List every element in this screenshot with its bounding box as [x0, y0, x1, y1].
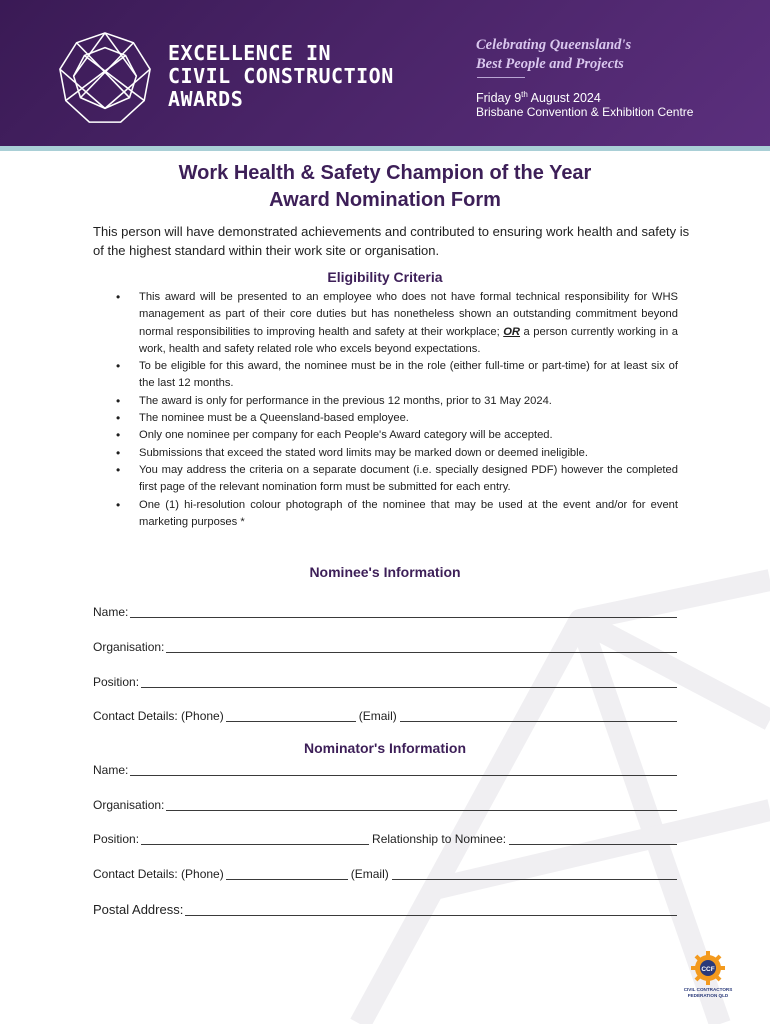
- tagline-divider: [477, 77, 525, 78]
- event-date-suffix: th: [521, 90, 528, 99]
- brand-line-1: EXCELLENCE IN: [168, 41, 332, 65]
- nominator-heading: Nominator's Information: [304, 740, 466, 756]
- eligibility-list: [114, 289, 678, 531]
- nominator-name-label: Name:: [93, 763, 129, 777]
- form-title: [0, 160, 770, 214]
- nominator-organisation-field[interactable]: [166, 799, 677, 811]
- nominator-email-label: (Email): [350, 867, 389, 881]
- gem-logo-icon: [56, 30, 154, 128]
- nominator-postal-row: [93, 902, 677, 918]
- nominee-name-field[interactable]: [130, 606, 677, 618]
- criteria-1-part-a: This award will be presented to an employee who does not have formal technical responsibility for WHS management as part of their core duties but has nonetheless shown an outstanding commitment beyond normal responsibilities to improving health and safety at their workplace;: [139, 291, 678, 338]
- list-item: [114, 289, 678, 358]
- nominator-name-row: [93, 762, 677, 778]
- nominee-heading: Nominee's Information: [309, 564, 461, 580]
- nominee-email-field[interactable]: [400, 710, 677, 722]
- nominee-name-row: [93, 604, 677, 620]
- event-venue: Brisbane Convention & Exhibition Centre: [476, 105, 694, 119]
- nominator-phone-field[interactable]: [226, 868, 348, 880]
- nominator-position-field[interactable]: [141, 833, 369, 845]
- nominator-contact-row: [93, 866, 677, 882]
- header-banner: [0, 0, 770, 146]
- criteria-1-part-b: a person currently working in a work, health and safety related role who excels beyond expectations.: [139, 325, 678, 355]
- form-title-line-2: Award Nomination Form: [269, 189, 501, 211]
- tagline: [476, 36, 631, 74]
- nominator-organisation-label: Organisation:: [93, 798, 165, 812]
- nominee-contact-row: [93, 708, 677, 724]
- list-item: • The nominee must be a Queensland-based employee.: [114, 410, 678, 427]
- tagline-line-2: Best People and Projects: [476, 56, 624, 72]
- list-item: • Only one nominee per company for each People's Award category will be accepted.: [114, 427, 678, 444]
- nominee-email-label: (Email): [358, 709, 397, 723]
- nominator-relationship-field[interactable]: [509, 833, 677, 845]
- nominator-relationship-label: Relationship to Nominee:: [372, 832, 507, 846]
- list-item: • The award is only for performance in the previous 12 months, prior to 31 May 2024.: [114, 393, 678, 410]
- list-item: • Submissions that exceed the stated word limits may be marked down or deemed ineligible.: [114, 445, 678, 462]
- event-date-day: Friday 9: [476, 91, 522, 106]
- ccf-logo-icon: [678, 950, 738, 1000]
- brand-line-3: AWARDS: [168, 87, 244, 111]
- nominee-organisation-label: Organisation:: [93, 640, 165, 654]
- list-item: • One (1) hi-resolution colour photograph of the nominee that may be used at the event and/or for event marketing purposes *: [114, 497, 678, 532]
- criteria-1-or: OR: [503, 325, 521, 338]
- nominator-position-row: [93, 831, 677, 847]
- nominee-phone-label: Contact Details: (Phone): [93, 709, 224, 723]
- nominator-phone-label: Contact Details: (Phone): [93, 867, 224, 881]
- nominator-postal-field[interactable]: [185, 904, 677, 916]
- nominee-name-label: Name:: [93, 605, 129, 619]
- nominator-organisation-row: [93, 797, 677, 813]
- list-item: • To be eligible for this award, the nominee must be in the role (either full-time or part-time) for at least six of the last 12 months.: [114, 358, 678, 393]
- ccf-line-1: CIVIL CONTRACTORS: [683, 987, 733, 992]
- brand-line-2: CIVIL CONSTRUCTION: [168, 64, 394, 88]
- event-date-month: August 2024: [527, 91, 601, 106]
- brand-title: [168, 42, 394, 111]
- nominee-position-row: [93, 674, 677, 690]
- nominator-email-field[interactable]: [392, 868, 677, 880]
- nominator-position-label: Position:: [93, 832, 140, 846]
- nominee-organisation-field[interactable]: [166, 641, 677, 653]
- tagline-line-1: Celebrating Queensland's: [476, 37, 632, 53]
- ccf-initials: CCF: [701, 966, 715, 973]
- intro-paragraph: This person will have demonstrated achievements and contributed to ensuring work health and safety is of the highest standard within their work site or organisation.: [93, 224, 690, 258]
- nominator-name-field[interactable]: [130, 764, 677, 776]
- nominee-organisation-row: [93, 639, 677, 655]
- ccf-line-2: FEDERATION QLD: [687, 993, 729, 998]
- nominee-position-label: Position:: [93, 675, 140, 689]
- banner-accent-strip: [0, 146, 770, 151]
- form-title-line-1: Work Health & Safety Champion of the Year: [178, 162, 592, 184]
- eligibility-heading: Eligibility Criteria: [327, 269, 443, 285]
- nominee-position-field[interactable]: [141, 676, 677, 688]
- nominator-postal-label: Postal Address:: [93, 902, 184, 917]
- nominee-phone-field[interactable]: [226, 710, 356, 722]
- list-item: • You may address the criteria on a separate document (i.e. specially designed PDF) however the completed first page of the relevant nomination form must be submitted for each entry.: [114, 462, 678, 497]
